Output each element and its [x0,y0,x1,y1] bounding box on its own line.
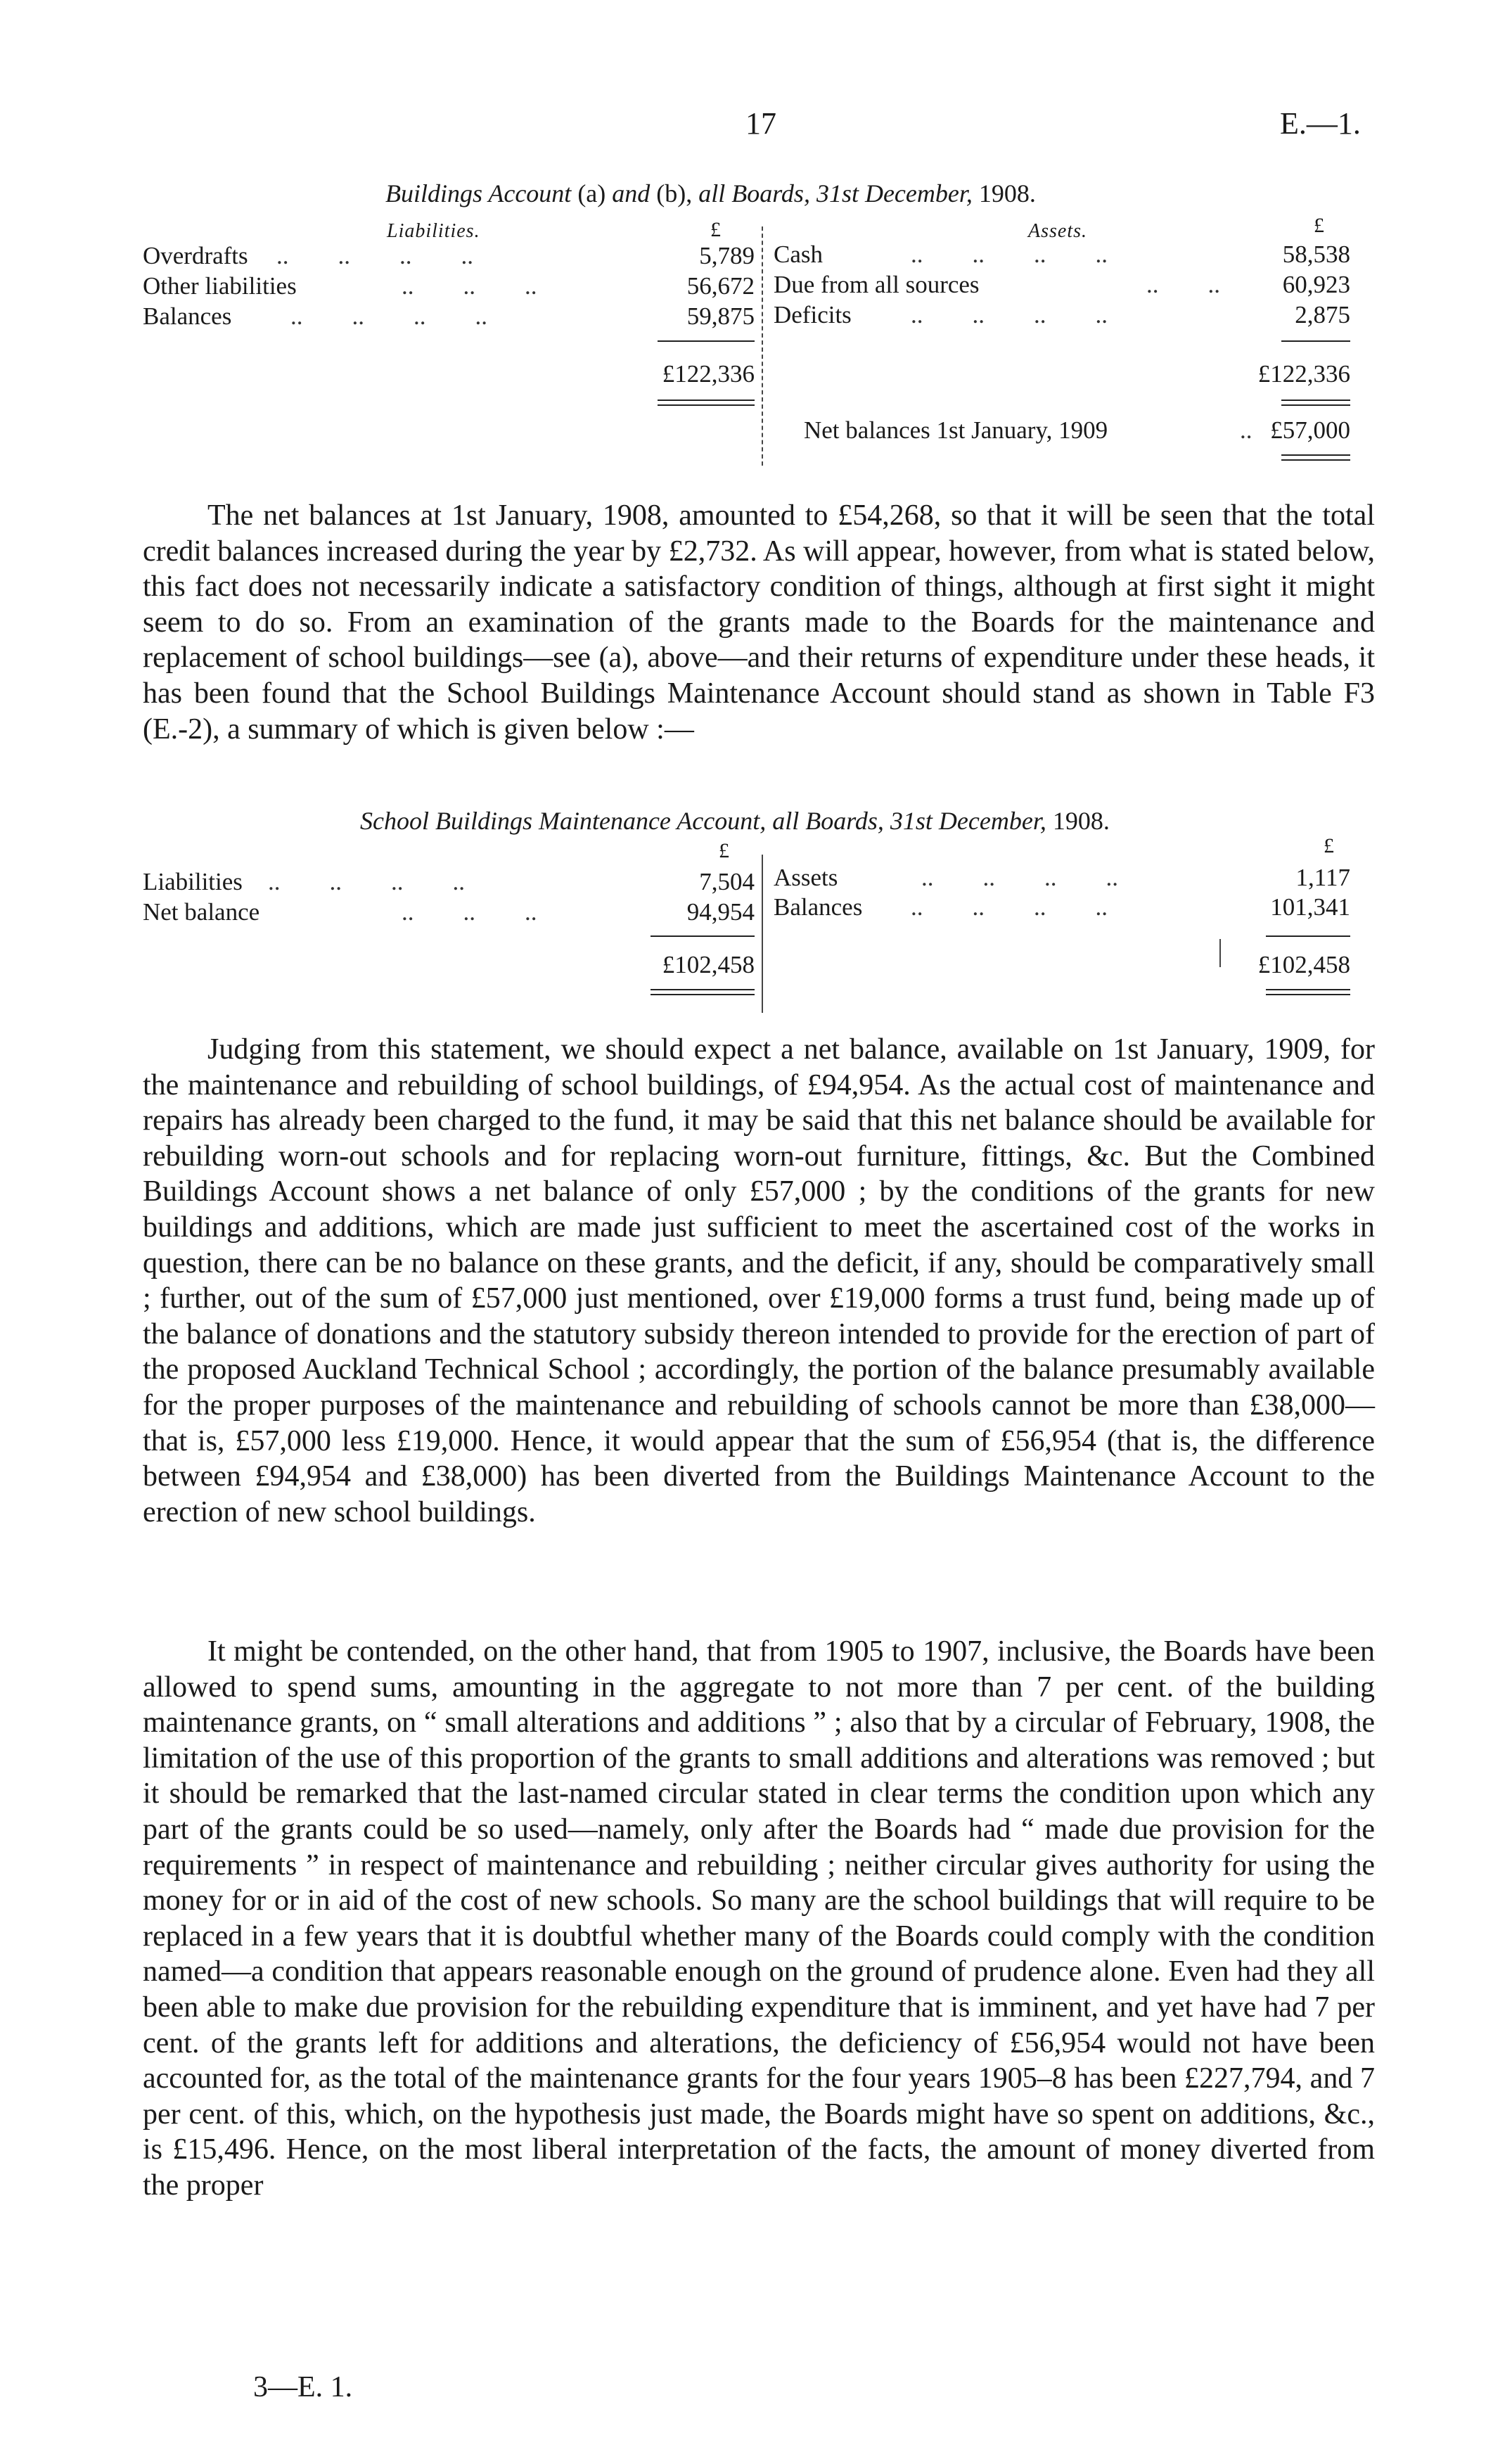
right-total-rule-1 [1266,989,1350,990]
net-rule-1 [1281,454,1350,456]
row-value: 5,789 [699,242,755,269]
right-subtotal-rule [1281,340,1350,342]
table1-left-row-other-liabilities [143,271,755,302]
paragraph-3: It might be contended, on the other hand, that from 1905 to 1907, inclusive, the Boards have been allowed to spend sums, amounting in the aggregate to not more than 7 per cent. of the building maintenance grants, on “ small alterations and additions ” ; also that by a circular of February, 1908, the limitation of the use of this proportion of the grants to small additions and alterations was removed ; but it should be remarked that the last-named circular stated in clear terms the condition upon which any part of the grants could be so used—namely, only after the Boards had “ made due provision for the requirements ” in respect of maintenance and rebuilding ; neither circular gives authority for using the money for or in aid of the cost of new schools. So many are the school buildings that will require to be replaced in a few years that it is doubtful whether many of the Boards could comply with the condition named—a condition that appears reasonable enough on the ground of prudence alone. Even had they all been able to make due provision for the rebuilding expenditure that is imminent, and yet have had 7 per cent. of the grants left for additions and alterations, the deficiency of £56,954 would not have been accounted for, as the total of the maintenance grants for the four years 1905–8 has been £227,794, and 7 per cent. of this, which, on the hypothesis just made, the Boards might have so spent on additions, &c., is £15,496. Hence, on the most liberal interpretation of the facts, the amount of money diverted from the proper [143,1635,1375,2202]
right-total-rule-1 [1281,400,1350,401]
leader-dots: .. .. .. .. [276,242,473,269]
table2-left-row-liabilities [143,867,755,898]
total-value: £102,458 [1257,951,1350,978]
row-value: 7,504 [699,868,755,895]
row-value: 59,875 [686,302,755,330]
right-currency-symbol: £ [1314,214,1324,237]
table1-right-row-deficits [774,300,1350,331]
row-value: 101,341 [1270,893,1350,921]
row-label: Net balances 1st January, 1909 [804,416,1108,444]
row-value: 1,117 [1295,864,1350,891]
row-label: Liabilities [143,868,243,895]
row-label: Net balance [143,898,260,926]
leader-dots: .. .. .. .. [268,868,465,895]
table2-right-total [1210,950,1350,981]
left-total-rule-2 [658,404,755,406]
left-currency-symbol: £ [710,218,721,241]
row-value: £57,000 [1270,416,1350,444]
row-value: 2,875 [1295,301,1350,328]
assets-heading: Assets. [1028,220,1087,242]
row-label: Other liabilities [143,272,297,300]
total-value: £102,458 [662,951,755,978]
leader-dots: .. .. .. .. [911,301,1108,328]
table1-left-total [614,359,755,390]
row-label: Assets [774,864,838,891]
left-subtotal-rule [658,340,755,342]
left-total-rule-1 [658,400,755,401]
liabilities-heading: Liabilities. [387,220,480,242]
row-label: Cash [774,241,823,268]
row-value: 94,954 [686,898,755,926]
leader-dots: .. .. [1146,271,1220,298]
paragraph-1: The net balances at 1st January, 1908, amounted to £54,268, so that it will be seen that the total credit balances increased during the year by £2,732. As will appear, however, from what is stated below, this fact does not necessarily indicate a satisfactory condition of things, although at first sight it might seem to do so. From an examination of the grants made to the Boards for the maintenance and replacement of school buildings—see (a), above—and their returns of expenditure under these heads, it has been found that the School Buildings Maintenance Account should stand as shown in Table F3 (E.-2), a summary of which is given below :— [143,499,1375,746]
total-value: £122,336 [662,360,755,388]
table2-right-row-assets [774,862,1350,893]
row-value: 56,672 [686,272,755,300]
row-label: Due from all sources [774,271,980,298]
leader-dots: .. .. .. [402,898,537,926]
leader-dots: .. .. .. .. [921,864,1118,891]
leader-dots: .. .. .. [402,272,537,300]
table2-left-total [614,950,755,981]
table1-right-row-cash [774,239,1350,270]
page-number: 17 [745,106,776,141]
table1-right-total [1210,359,1350,390]
leader-dots: .. .. .. .. [290,302,487,330]
left-total-rule-2 [651,994,755,995]
paragraph-2: Judging from this statement, we should expect a net balance, available on 1st January, 1909, for the maintenance and rebuilding of school buildings, of £94,954. As the actual cost of maintenance and repairs has already been charged to the fund, it may be said that this net balance should be available for rebuilding worn-out schools and for replacing worn-out furniture, fittings, &c. But the Combined Buildings Account shows a net balance of only £57,000 ; by the conditions of the grants for new buildings and additions, which are made just sufficient to meet the ascertained cost of the works in question, there can be no balance on these grants, and the deficit, if any, should be comparatively small ; further, out of the sum of £57,000 just mentioned, over £19,000 forms a trust fund, being made up of the balance of donations and the statutory subsidy thereon intended to provide for the erection of part of the proposed Auckland Technical School ; accordingly, the portion of the balance presumably available for the proper purposes of the maintenance and rebuilding of schools cannot be more than £38,000—that is, £57,000 less £19,000. Hence, it would appear that the sum of £56,954 (that is, the difference between £94,954 and £38,000) has been diverted from the Buildings Maintenance Account to the erection of new school buildings. [143,1033,1375,1528]
table1-left-row-overdrafts [143,241,755,272]
net-balances-row [804,415,1350,446]
row-label: Balances [774,893,863,921]
table1-right-row-due [774,269,1350,300]
signature-mark: 3—E. 1. [253,2371,353,2403]
table1-divider [762,226,763,466]
table1-left-row-balances [143,301,755,332]
row-label: Overdrafts [143,242,248,269]
row-value: 60,923 [1282,271,1350,298]
right-total-rule-2 [1266,994,1350,995]
right-subtotal-rule [1266,935,1350,937]
leader-dots: .. .. .. .. [911,241,1108,268]
right-currency-symbol: £ [1324,834,1334,857]
row-value: 58,538 [1282,241,1350,268]
leader-dots: .. [1240,416,1252,444]
table1-caption: Buildings Account (a) and (b), all Boards, 31st December, 1908. [385,179,1036,207]
table2-divider [762,855,763,1013]
left-subtotal-rule [651,935,755,937]
leader-dots: .. .. .. .. [911,893,1108,921]
row-label: Balances [143,302,232,330]
table2-right-row-balances [774,892,1350,923]
left-total-rule-1 [651,989,755,990]
document-reference: E.—1. [1280,106,1361,141]
net-rule-2 [1281,459,1350,461]
total-value: £122,336 [1257,360,1350,388]
left-currency-symbol: £ [719,839,729,862]
row-label: Deficits [774,301,852,328]
table2-caption: School Buildings Maintenance Account, all Boards, 31st December, 1908. [360,807,1110,835]
table2-left-row-net-balance [143,897,755,928]
right-total-rule-2 [1281,404,1350,406]
